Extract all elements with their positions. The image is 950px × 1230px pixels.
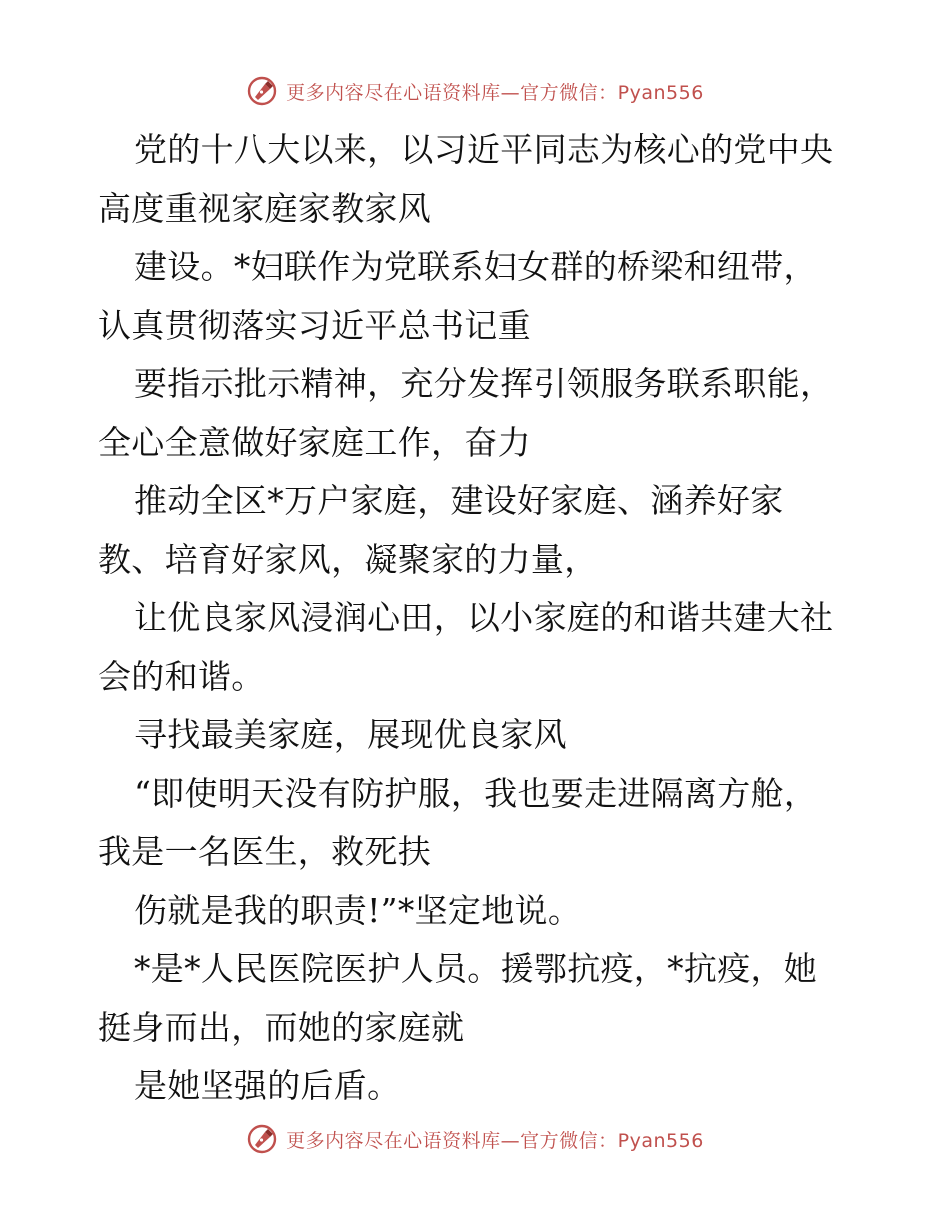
- body-line: 伤就是我的职责!”*坚定地说。: [134, 890, 582, 930]
- body-line: 挺身而出，而她的家庭就: [98, 1007, 465, 1047]
- body-line: 教、培育好家风，凝聚家的力量，: [98, 539, 598, 579]
- body-line: 让优良家风浸润心田，以小家庭的和谐共建大社: [134, 598, 834, 637]
- section-heading: 寻找最美家庭，展现优良家风: [134, 715, 567, 754]
- body-line: 高度重视家庭家教家风: [98, 188, 431, 228]
- footer-banner: [0, 1119, 950, 1159]
- body-line: 是她坚强的后盾。: [134, 1066, 401, 1105]
- body-line: 推动全区*万户家庭，建设好家庭、涵养好家: [134, 481, 784, 520]
- body-line: *是*人民医院医护人员。援鄂抗疫，*抗疫，她: [134, 949, 818, 988]
- footer-banner-text: 更多内容尽在心语资料库—官方微信：Pyan556: [286, 1129, 704, 1152]
- pen-nib-logo-icon: [246, 1123, 278, 1155]
- body-line: 我是一名医生，救死扶: [98, 832, 431, 871]
- body-line: 党的十八大以来，以习近平同志为核心的党中央: [134, 130, 834, 169]
- pen-nib-logo-icon: [246, 75, 278, 107]
- body-line: 建设。*妇联作为党联系妇女群的桥梁和纽带，: [134, 247, 817, 286]
- body-line: 要指示批示精神，充分发挥引领服务联系职能，: [134, 364, 834, 403]
- body-line: “即使明天没有防护服，我也要走进隔离方舱，: [134, 773, 818, 813]
- footer-banner-inner: [246, 1123, 704, 1155]
- header-banner-inner: [246, 75, 704, 107]
- document-body: [98, 121, 858, 1116]
- body-line: 认真贯彻落实习近平总书记重: [98, 305, 531, 345]
- header-banner: [0, 71, 950, 111]
- header-banner-text: 更多内容尽在心语资料库—官方微信：Pyan556: [286, 81, 704, 104]
- body-line: 全心全意做好家庭工作，奋力: [98, 422, 531, 462]
- body-line: 会的和谐。: [98, 656, 265, 696]
